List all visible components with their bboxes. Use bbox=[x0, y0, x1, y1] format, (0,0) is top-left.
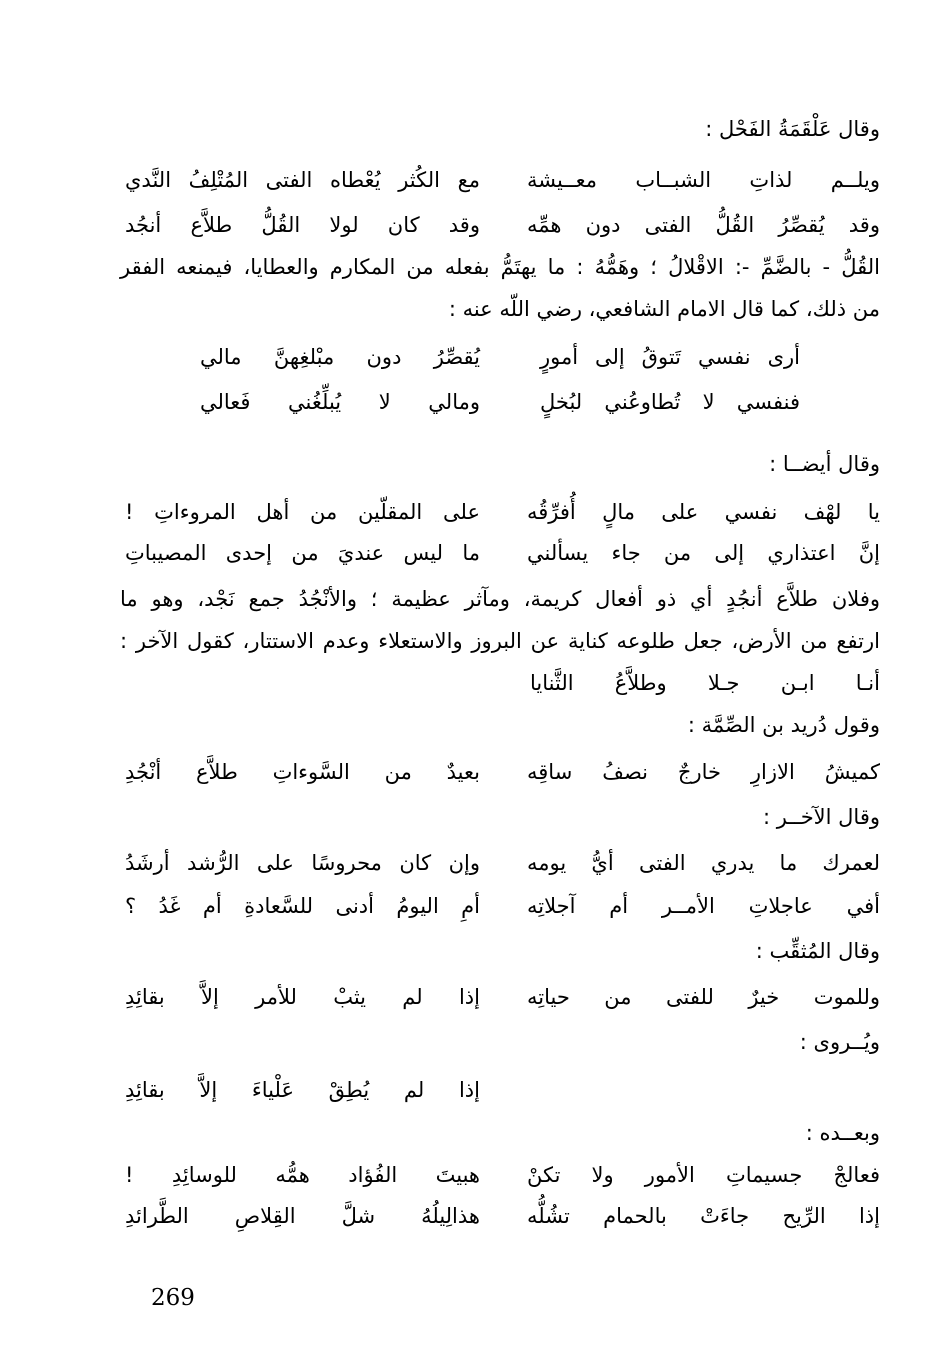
verse-hemistich-right: فنفسي لا تُطاوعُني لبُخلٍ bbox=[540, 390, 800, 414]
verse-hemistich-right: كميشُ الازارِ خارجٌ نصفُ ساقِه bbox=[527, 760, 880, 784]
verse-hemistich-right: لعمرك ما يدري الفتى أيُّ يومه bbox=[527, 851, 880, 875]
prose-line: ارتفع من الأرض، جعل طلوعه كناية عن البروز والاستعلاء وعدم الاستتار، كقول الآخر : bbox=[120, 629, 880, 653]
verse-hemistich-left: يُقصِّرُ دون مبْلغِهنَّ مالي bbox=[200, 345, 480, 369]
verse-hemistich-left: إذا لم يُطِقْ عَلْياءَ إلاَّ بقائِدِ bbox=[125, 1078, 480, 1102]
verse-hemistich-left: على المقلّين من أهل المروءاتِ ! bbox=[125, 500, 480, 524]
verse-hemistich-right: أرى نفسي تَتوقُ إلى أمورٍ bbox=[540, 345, 800, 369]
verse-hemistich-right: وللموت خيرٌ للفتى من حياتِه bbox=[527, 985, 880, 1009]
verse-hemistich-left: بعيدٌ من السَّوءاتِ طلاَّع أنْجُدِ bbox=[125, 760, 480, 784]
verse-hemistich-left: ما ليس عنديَ من إحدى المصيباتِ bbox=[125, 541, 480, 565]
verse-hemistich-left: ومالي لا يُبلِّغُني فَعالي bbox=[200, 390, 480, 414]
prose-line: وقول دُريد بن الصِّمَّة : bbox=[687, 713, 880, 737]
verse-hemistich-right: أنـا ابـن جـلا وطلاَّعُ الثَّنايا bbox=[530, 671, 880, 695]
prose-line: وقال عَلْقَمَةُ الفَحْل : bbox=[705, 117, 880, 141]
prose-line: القُلُّ - بالضَّمِّ -: الاقْلالُ ؛ وهَمُّهُ : ما يهتَمُّ بفعله من المكارم والعطايا، فيمنعه الفقر bbox=[120, 255, 880, 279]
verse-hemistich-right: إنَّ اعتذاري إلى من جاء يسألني bbox=[527, 541, 880, 565]
verse-hemistich-right: يا لهْف نفسي على مالٍ أُفرِّقُه bbox=[527, 500, 880, 524]
verse-hemistich-right: وقد يُقصِّرُ القُلُّ الفتى دون همِّه bbox=[527, 213, 880, 237]
verse-hemistich-left: هذالِيلُهُ شلَّ القِلاصِ الطَّرائدِ bbox=[125, 1204, 480, 1228]
verse-hemistich-left: أمِ اليومُ أدنى للسَّعادةِ أم غَدُ ؟ bbox=[125, 894, 480, 918]
prose-line: وفلان طلاَّع أنجُدٍ أي ذو أفعال كريمة، ومآثر عظيمة ؛ والأنْجُدُ جمع نَجْد، وهو ما bbox=[120, 587, 880, 611]
verse-hemistich-right: فعالجْ جسيماتِ الأمور ولا تكنْ bbox=[527, 1163, 880, 1187]
prose-line: من ذلك، كما قال الامام الشافعي، رضي اللّه عنه : bbox=[448, 297, 880, 321]
page-number: 269 bbox=[151, 1285, 195, 1311]
verse-hemistich-left: وإن كان محروسًا على الرُّشد أرشَدُ bbox=[125, 851, 480, 875]
verse-hemistich-left: هبيتَ الفُؤاد همُّه للوسائِدِ ! bbox=[125, 1163, 480, 1187]
verse-hemistich-right: إذا الرِّيح جاءَتْ بالحمام تشُلُّه bbox=[527, 1204, 880, 1228]
verse-hemistich-right: أفي عاجلاتِ الأمــر أم آجلاتِه bbox=[527, 894, 880, 918]
verse-hemistich-right: ويلــم لذاتِ الشبــاب معــيشة bbox=[527, 168, 880, 192]
verse-hemistich-left: وقد كان لولا القُلُّ طلاَّع أنجُد bbox=[125, 213, 480, 237]
prose-line: وقال أيضــا : bbox=[769, 452, 880, 476]
verse-hemistich-left: إذا لم يثبْ للأمر إلاَّ بقائِدِ bbox=[125, 985, 480, 1009]
verse-hemistich-left: مع الكُثر يُعْطاه الفتى المُتْلِفُ النَّدي bbox=[125, 168, 480, 192]
prose-line: ويُــروى : bbox=[799, 1030, 880, 1054]
prose-line: وقال المُثقِّب : bbox=[755, 939, 880, 963]
prose-line: وقال الآخــر : bbox=[763, 805, 880, 829]
prose-line: وبعــده : bbox=[805, 1121, 880, 1145]
